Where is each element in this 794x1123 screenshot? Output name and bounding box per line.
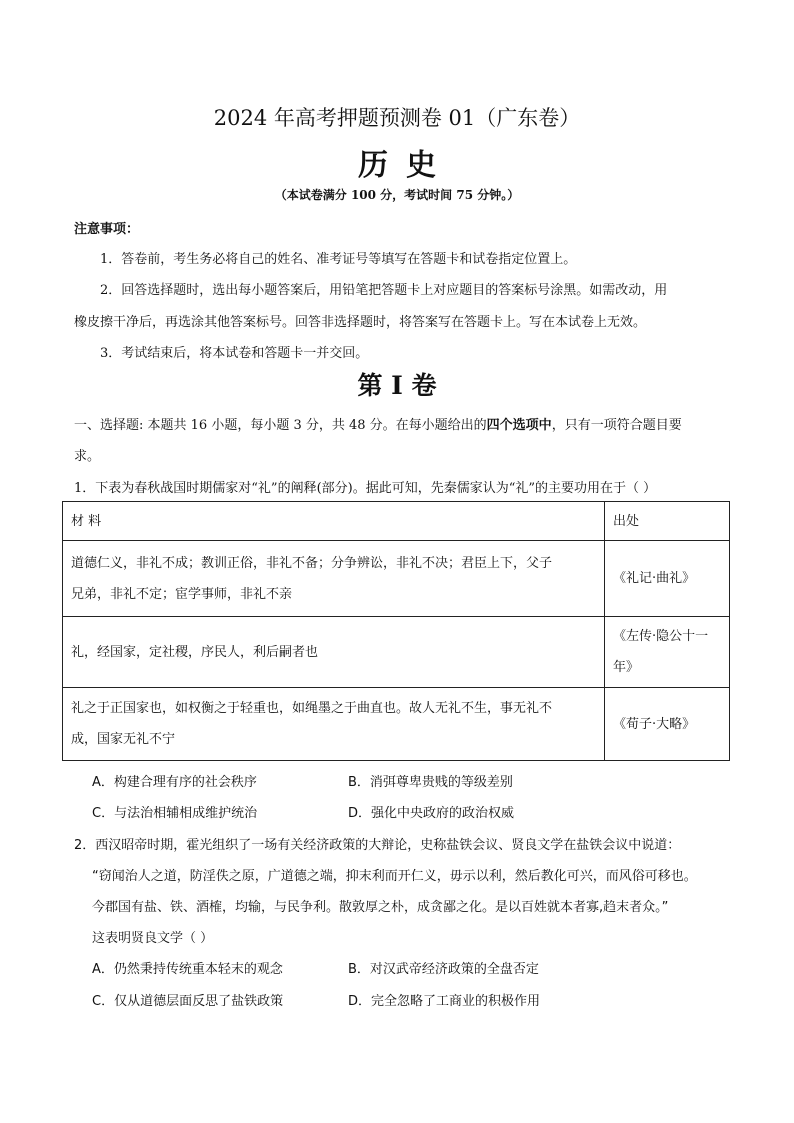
question-2-option-c[interactable]: C．仅从道德层面反思了盐铁政策 — [92, 994, 284, 1009]
section-title: 第 I 卷 — [357, 371, 437, 400]
question-2-line-4: 这表明贤良文学（ ） — [92, 931, 214, 946]
cell-line: 礼，经国家，定社稷，序民人，利后嗣者也 — [71, 644, 319, 660]
table-header-material: 材 料 — [63, 502, 605, 541]
cell-line: 《荀子·大略》 — [613, 716, 696, 732]
cell-line: 礼之于正国家也，如权衡之于轻重也，如绳墨之于曲直也。故人无礼不生，事无礼不 — [71, 701, 553, 716]
table-cell-source — [605, 541, 730, 617]
question-1-option-a[interactable]: A．构建合理有序的社会秩序 — [92, 775, 257, 790]
section-instructions-line-1 — [74, 414, 682, 433]
question-2-line-2: “窃闻治人之道，防淫佚之原，广道德之端，抑末利而开仁义，毋示以利，然后教化可兴，而风俗可移也。 — [92, 869, 697, 884]
section-instructions-line-2: 求。 — [74, 449, 101, 464]
notice-item-3: 3．考试结束后，将本试卷和答题卡一并交回。 — [100, 346, 369, 361]
table-cell-source — [605, 617, 730, 688]
cell-line: 年》 — [613, 660, 640, 675]
subject-title: 历史 — [358, 148, 454, 183]
question-2-option-a[interactable]: A．仍然秉持传统重本轻末的观念 — [92, 962, 283, 977]
table-row — [63, 688, 730, 761]
question-1-option-b[interactable]: B．消弭尊卑贵贱的等级差别 — [348, 775, 513, 790]
cell-line: 《左传·隐公十一 — [613, 629, 709, 644]
table-header-row — [63, 502, 730, 541]
cell-line: 成，国家无礼不宁 — [71, 732, 176, 747]
notice-heading: 注意事项： — [74, 222, 140, 237]
table-row — [63, 617, 730, 688]
question-1-stem: 1．下表为春秋战国时期儒家对“礼”的阐释(部分)。据此可知，先秦儒家认为“礼”的主要功用在于（ ） — [74, 481, 657, 496]
notice-item-2-line-1: 2．回答选择题时，选出每小题答案后，用铅笔把答题卡上对应题目的答案标号涂黑。如需改动，用 — [100, 283, 668, 298]
question-1-option-c[interactable]: C．与法治相辅相成维护统治 — [92, 806, 258, 821]
question-2-line-1: 2．西汉昭帝时期，霍光组织了一场有关经济政策的大辩论，史称盐铁会议、贤良文学在盐铁会议中说道： — [74, 838, 681, 853]
table-row — [63, 541, 730, 617]
cell-line: 《礼记·曲礼》 — [613, 571, 696, 586]
notice-item-2-line-2: 橡皮擦干净后，再选涂其他答案标号。回答非选择题时，将答案写在答题卡上。写在本试卷上无效。 — [74, 315, 647, 330]
notice-item-1: 1．答卷前，考生务必将自己的姓名、准考证号等填写在答题卡和试卷指定位置上。 — [100, 252, 577, 267]
question-2-option-b[interactable]: B．对汉武帝经济政策的全盘否定 — [348, 962, 539, 977]
question-2-option-d[interactable]: D．完全忽略了工商业的积极作用 — [348, 994, 541, 1009]
cell-line: 兄弟，非礼不定；宦学事师，非礼不亲 — [71, 586, 293, 602]
instructions-emphasis: 四个选项中 — [486, 418, 552, 433]
instructions-text: 一、选择题: 本题共 16 小题，每小题 3 分，共 48 分。在每小题给出的 — [74, 418, 487, 433]
table-cell-material — [63, 617, 605, 688]
exam-title: 2024 年高考押题预测卷 01（广东卷） — [213, 106, 581, 130]
instructions-text-end: ，只有一项符合题目要 — [551, 418, 682, 433]
material-table — [62, 501, 730, 761]
question-1-option-d[interactable]: D．强化中央政府的政治权威 — [348, 806, 515, 821]
question-2-line-3: 今郡国有盐、铁、酒榷，均输，与民争利。散敦厚之朴，成贪鄙之化。是以百姓就本者寡,趋末者众。” — [92, 900, 669, 915]
table-cell-material — [63, 541, 605, 617]
exam-info: （本试卷满分 100 分，考试时间 75 分钟。） — [274, 188, 520, 202]
cell-line: 道德仁义，非礼不成；教训正俗，非礼不备；分争辨讼，非礼不决；君臣上下，父子 — [71, 555, 553, 571]
table-cell-source — [605, 688, 730, 761]
table-header-source: 出处 — [605, 502, 730, 541]
table-cell-material — [63, 688, 605, 761]
